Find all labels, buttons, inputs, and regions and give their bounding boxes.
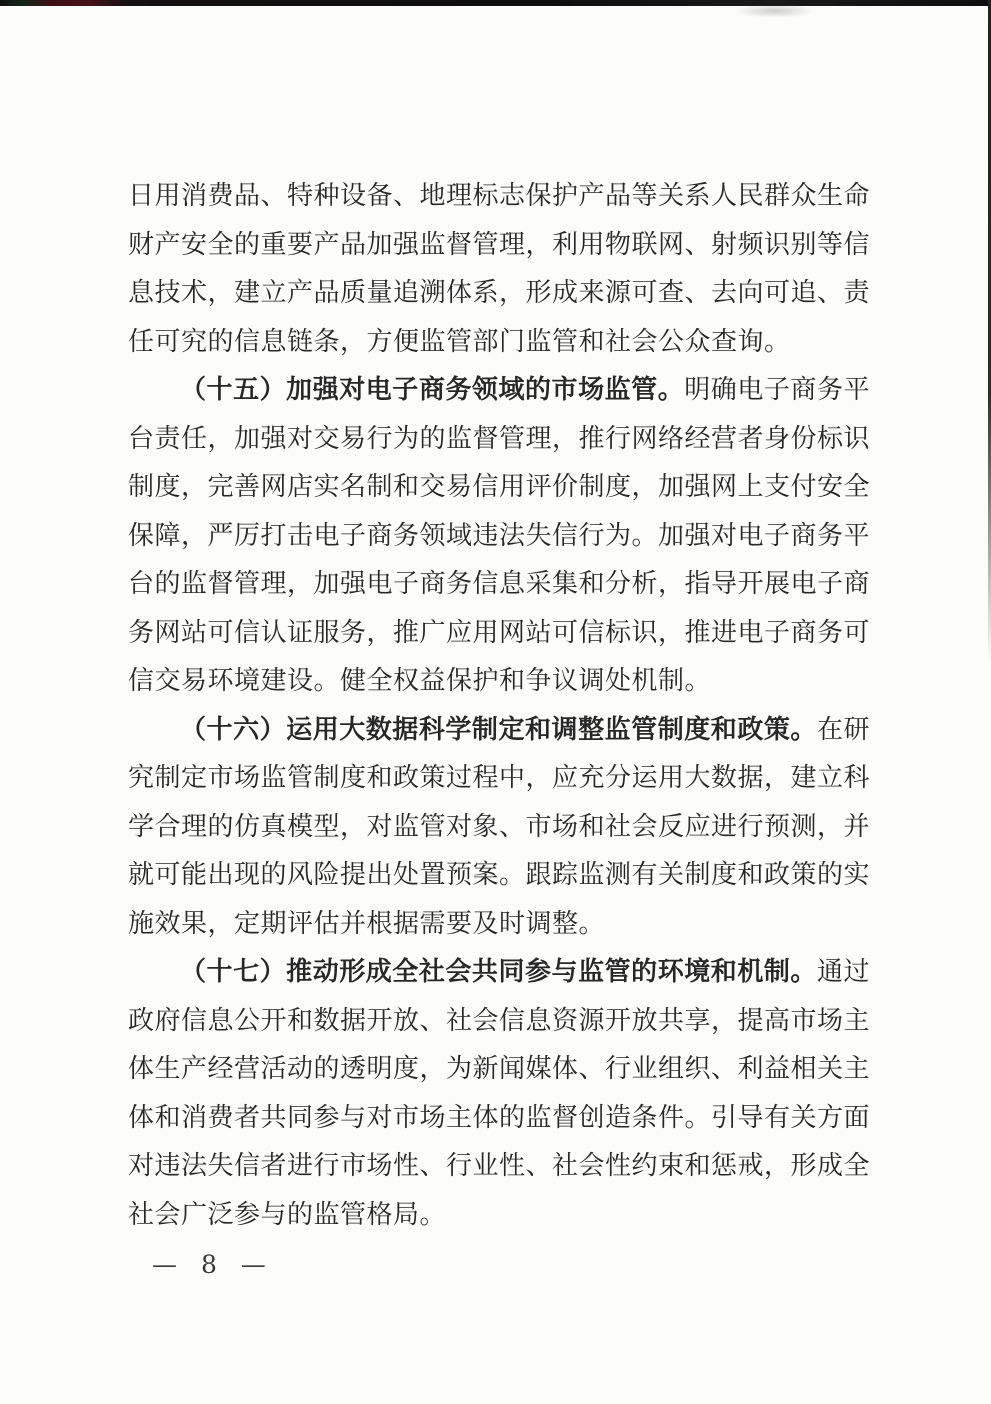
item-17-heading: （十七）推动形成全社会共同参与监管的环境和机制。 (180, 957, 817, 987)
text-line: 政府信息公开和数据开放、社会信息资源开放共享，提高市场主 (128, 1005, 871, 1036)
text-line: 息技术，建立产品质量追溯体系，形成来源可查、去向可追、责 (128, 278, 871, 308)
item-16-heading-rest: 在研 (816, 714, 870, 745)
text-line: 信交易环境建设。健全权益保护和争议调处机制。 (128, 666, 712, 696)
item-16-heading: （十六）运用大数据科学制定和调整监管制度和政策。 (180, 714, 817, 745)
text-line: 社会广泛参与的监管格局。 (128, 1199, 447, 1230)
document-body (128, 172, 870, 1239)
text-line: 究制定市场监管制度和政策过程中，应充分运用大数据，建立科 (128, 763, 871, 793)
text-line: 任可究的信息链条，方便监管部门监管和社会公众查询。 (128, 326, 791, 357)
page-footer (152, 1250, 268, 1279)
text-line: 对违法失信者进行市场性、行业性、社会性约束和惩戒，形成全 (128, 1151, 871, 1181)
text-line: 体和消费者共同参与对市场主体的监督创造条件。引导有关方面 (128, 1102, 871, 1133)
text-line: 财产安全的重要产品加强监督管理，利用物联网、射频识别等信 (128, 229, 871, 260)
text-line: 体生产经营活动的透明度，为新闻媒体、行业组织、利益相关主 (128, 1054, 871, 1084)
item-15-heading: （十五）加强对电子商务领域的市场监管。 (180, 375, 685, 405)
text-line: 台的监督管理，加强电子商务信息采集和分析，指导开展电子商 (128, 569, 871, 599)
page-number: — 8 — (152, 1250, 268, 1279)
paragraph-16-heading-line (128, 706, 870, 755)
scan-artifact-top-band (0, 0, 991, 6)
text-line: 施效果，定期评估并根据需要及时调整。 (128, 908, 606, 939)
paragraph-17-heading-line (128, 948, 870, 997)
text-line: 保障，严厉打击电子商务领域违法失信行为。加强对电子商务平 (128, 520, 871, 551)
text-line: 日用消费品、特种设备、地理标志保护产品等关系人民群众生命 (128, 181, 871, 211)
text-line: 务网站可信认证服务，推广应用网站可信标识，推进电子商务可 (128, 617, 871, 648)
text-line: 就可能出现的风险提出处置预案。跟踪监测有关制度和政策的实 (128, 860, 871, 890)
item-15-heading-rest: 明确电子商务平 (684, 375, 870, 405)
scan-artifact-smudge (735, 4, 815, 18)
text-line: 台责任，加强对交易行为的监督管理，推行网络经营者身份标识 (128, 423, 871, 454)
item-17-heading-rest: 通过 (816, 957, 870, 987)
paragraph-15-heading-line (128, 366, 870, 415)
text-line: 学合理的仿真模型，对监管对象、市场和社会反应进行预测，并 (128, 811, 871, 842)
text-line: 制度，完善网店实名制和交易信用评价制度，加强网上支付安全 (128, 472, 871, 502)
